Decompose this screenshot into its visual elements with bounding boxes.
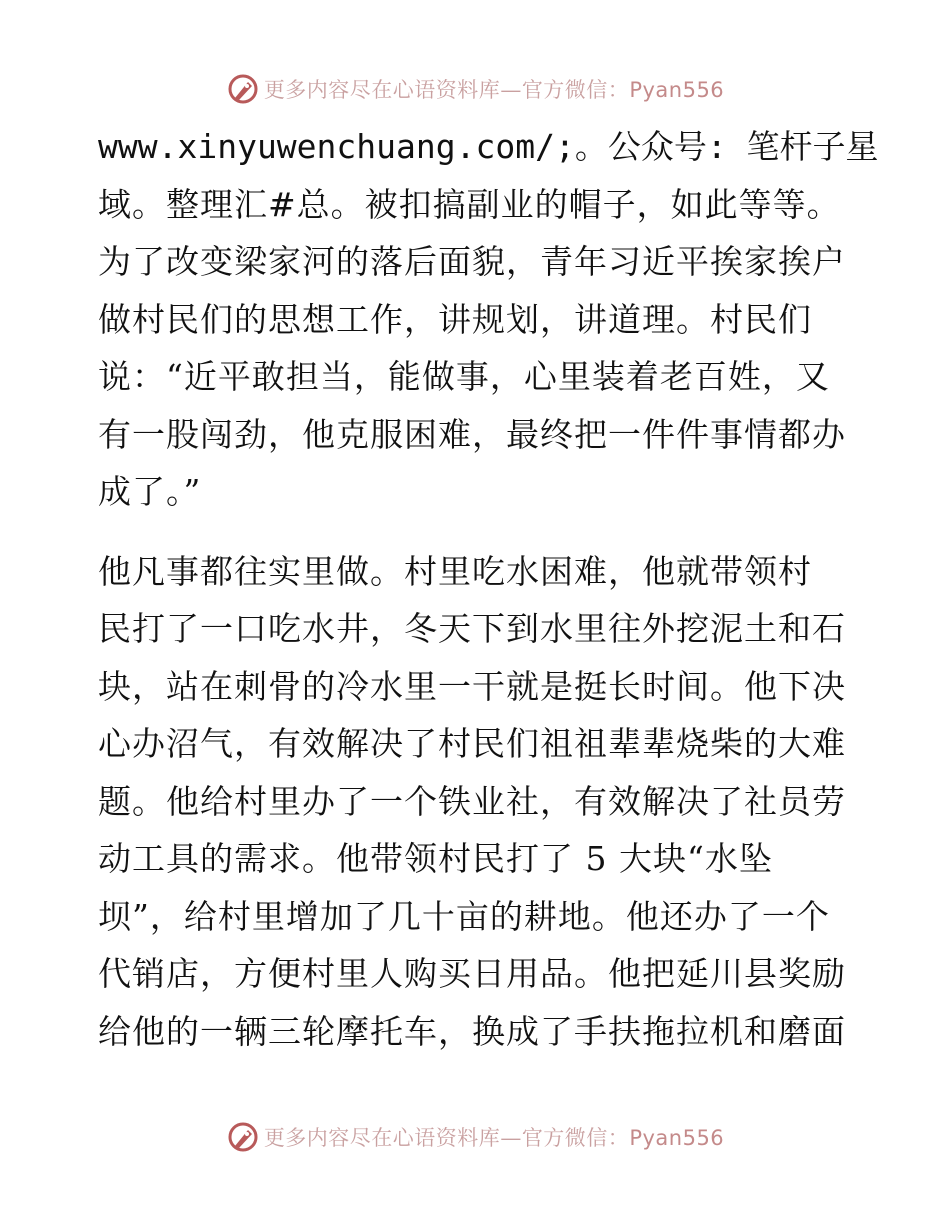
text-line: 域。整理汇#总。被扣搞副业的帽子，如此等等。 [98,184,841,224]
header-banner [0,72,950,106]
text-line: 有一股闯劲，他克服困难，最终把一件件事情都办 [98,414,846,454]
text-line: 题。他给村里办了一个铁业社，有效解决了社员劳 [98,781,846,821]
text-line: 说：“近平敢担当，能做事，心里装着老百姓，又 [98,357,830,396]
text-line: 心办沼气，有效解决了村民们祖祖辈辈烧柴的大难 [98,724,846,763]
banner-title: 更多内容尽在心语资料库 [263,1126,501,1150]
paragraph-2 [98,543,858,1061]
banner-separator: — [500,78,522,102]
banner-title: 更多内容尽在心语资料库 [263,78,501,102]
banner-separator: — [500,1126,522,1150]
pen-nib-circle-icon [226,1120,260,1154]
text-line: 成了。” [98,472,202,511]
document-body [98,118,879,1060]
text-line: 给他的一辆三轮摩托车，换成了手扶拖拉机和磨面 [98,1011,846,1051]
paragraph-1 [98,118,879,521]
text-line: 为了改变梁家河的落后面貌，青年习近平挨家挨户 [98,242,846,281]
text-line: www.xinyuwenchuang.com/;。公众号: 笔杆子星 [98,127,879,166]
text-line: 坝”，给村里增加了几十亩的耕地。他还办了一个 [98,896,830,936]
banner-wechat-label: 官方微信： [521,1126,630,1150]
text-line: 做村民们的思想工作，讲规划，讲道理。村民们 [98,299,812,339]
text-line: 代销店，方便村里人购买日用品。他把延川县奖励 [98,954,846,993]
banner-wechat-id: Pyan556 [629,1126,725,1150]
banner-wechat-id: Pyan556 [629,78,725,102]
text-line: 民打了一口吃水井，冬天下到水里往外挖泥土和石 [98,609,846,648]
text-line: 他凡事都往实里做。村里吃水困难，他就带领村 [98,551,812,591]
banner-wechat-label: 官方微信： [521,78,630,102]
text-line: 动工具的需求。他带领村民打了 5 大块“水坠 [98,839,773,878]
text-line: 块，站在刺骨的冷水里一干就是挺长时间。他下决 [98,666,846,706]
footer-banner [0,1120,950,1154]
paragraph-gap [98,521,858,543]
pen-nib-circle-icon [226,72,260,106]
